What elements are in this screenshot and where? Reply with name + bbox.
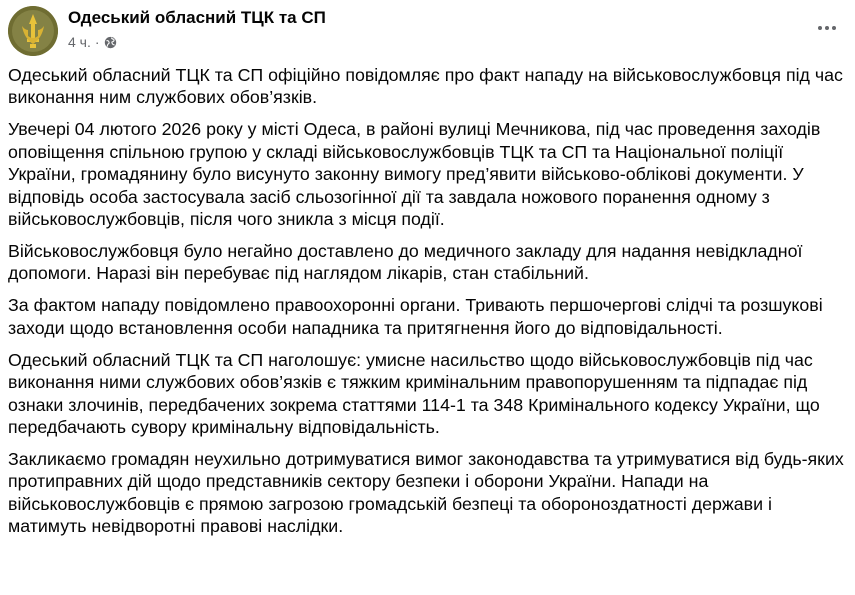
page-name[interactable]: Одеський обласний ТЦК та СП — [68, 8, 326, 27]
post-timestamp[interactable]: 4 ч. — [68, 34, 91, 50]
post-meta — [68, 34, 117, 50]
meta-separator: · — [94, 34, 100, 50]
post-paragraph: Закликаємо громадян неухильно дотримуватися вимог законодавства та утримуватися від будь-яких протиправних дій щодо представників сектору безпеки і оборони України. Напади на військовослужбовців є прямою загрозою громадській безпеці та обороноздатності держави і матимуть невідворотні правові наслідки. — [8, 449, 844, 537]
more-options-icon-dot — [832, 26, 836, 30]
post-paragraph: Одеський обласний ТЦК та СП наголошує: умисне насильство щодо військовослужбовців під час виконання ними службових обов’язків є тяжким кримінальним правопорушенням та підпадає під ознаки злочинів, передбачених зокрема статтями 114-1 та 348 Кримінального кодексу України, що передбачають сувору кримінальну відповідальність. — [8, 349, 820, 438]
military-emblem-icon — [8, 6, 58, 56]
post-paragraph: Увечері 04 лютого 2026 року у місті Одеса, в районі вулиці Мечникова, під час проведення заходів оповіщення спільною групою у складі військовослужбовців ТЦК та СП та Національної поліції України, громадянину було висунуто законну вимогу пред’явити військово-облікові документи. У відповідь особа застосувала засіб сльозогінної дії та завдала ножового поранення одному з військовослужбовців, після чого зникла з місця події. — [8, 119, 821, 230]
globe-icon[interactable] — [104, 36, 117, 49]
post-paragraph: Військовослужбовця було негайно доставлено до медичного закладу для надання невідкладної допомоги. Наразі він перебуває під наглядом лікарів, стан стабільний. — [8, 241, 803, 284]
post-paragraph: За фактом нападу повідомлено правоохоронні органи. Тривають першочергові слідчі та розшукові заходи щодо встановлення особи нападника та притягнення його до відповідальності. — [8, 295, 823, 338]
more-options-button[interactable] — [812, 16, 842, 40]
post-header — [8, 6, 846, 58]
post-body — [8, 64, 853, 547]
page-avatar[interactable] — [8, 6, 58, 56]
post-paragraph: Одеський обласний ТЦК та СП офіційно повідомляє про факт нападу на військовослужбовця під час виконання ним службових обов’язків. — [8, 65, 843, 108]
more-options-icon — [818, 26, 822, 30]
more-options-icon-dot — [825, 26, 829, 30]
